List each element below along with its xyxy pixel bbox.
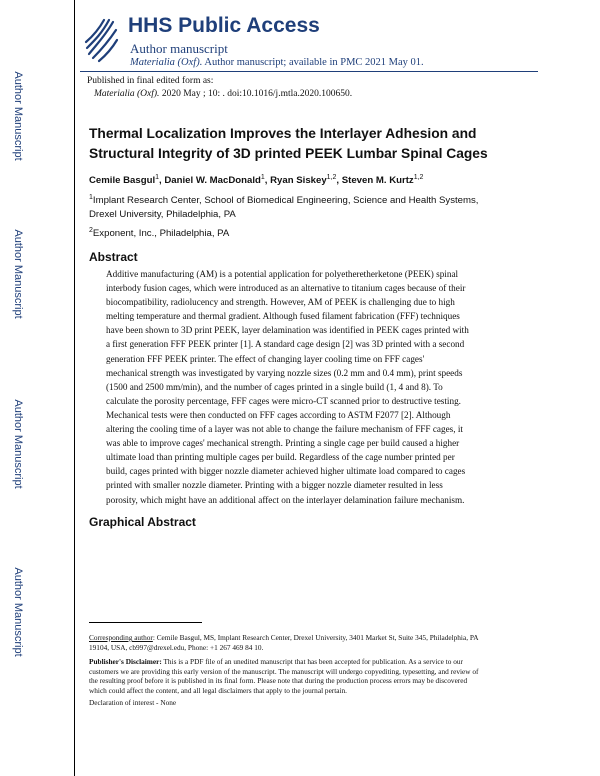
published-label: Published in final edited form as: bbox=[87, 76, 214, 86]
header-title: HHS Public Access bbox=[128, 14, 320, 37]
corresponding-author-note: Corresponding author: Cemile Basgul, MS, Implant Research Center, Drexel University, 3401 Market St, Suite 345, Philadelphia, PA 19104, USA, cb997@drexel.edu, Phone: +1 267 469 84 10. bbox=[89, 633, 479, 652]
abstract-heading: Abstract bbox=[89, 250, 138, 264]
citation-line: Materialia (Oxf). 2020 May ; 10: . doi:10.1016/j.mtla.2020.100650. bbox=[94, 89, 353, 99]
author-name: Ryan Siskey bbox=[270, 175, 327, 187]
sidebar-divider bbox=[74, 0, 75, 776]
header-journal-line: Materialia (Oxf). Author manuscript; available in PMC 2021 May 01. bbox=[130, 57, 424, 68]
author-name: Steven M. Kurtz bbox=[341, 175, 414, 187]
sidebar-label-2: Author Manuscript bbox=[12, 229, 24, 319]
affiliation-2: $^2$Exponent, Inc., Philadelphia, PA bbox=[89, 227, 230, 240]
author-list: Cemile Basgul$^1$, Daniel W. MacDonald$^1$, Ryan Siskey$^{1,2}$, Steven M. Kurtz$^{1,2}$ bbox=[89, 174, 424, 187]
sidebar-label-1: Author Manuscript bbox=[12, 71, 24, 161]
header-subtitle: Author manuscript bbox=[130, 41, 228, 56]
footnote-rule bbox=[89, 622, 202, 623]
publisher-disclaimer: Publisher's Disclaimer: This is a PDF file of an unedited manuscript that has been accepted for publication. As a service to our customers we are providing this early version of the manuscript. The manuscript will undergo copyediting, typesetting, and review of the resulting proof before it is published in its final form. Please note that during the production process errors may be discovered which could affect the content, and all legal disclaimers that apply to the journal pertain. bbox=[89, 657, 479, 695]
header-rule bbox=[80, 71, 538, 72]
author-name: Daniel W. MacDonald bbox=[164, 175, 261, 187]
declaration-of-interest: Declaration of interest - None bbox=[89, 698, 177, 707]
abstract-body: Additive manufacturing (AM) is a potential application for polyetheretherketone (PEEK) spinal interbody fusion cages, which were introduced as an alternative to titanium cages because of their biocompatibility, radiolucency and strength. However, AM of PEEK is challenging due to high melting temperature and thermal gradient. Although fused filament fabrication (FFF) techniques have been shown to 3D print PEEK, layer delamination was identified in PEEK cages printed with a first generation FFF PEEK printer [1]. A standard cage design [2] was 3D printed with a second generation FFF PEEK printer. The effect of changing layer cooling time on FFF cages' mechanical strength was investigated by varying nozzle sizes (0.2 mm and 0.4 mm), print speeds (1500 and 2500 mm/min), and the number of cages printed in a single build (1, 4 and 8). To calculate the porosity percentage, FFF cages were micro-CT scanned prior to destructive testing. Mechanical tests were then conducted on FFF cages according to ASTM F2077 [2]. Although altering the cooling time of a layer was not able to change the failure mechanism of FFF cages, it was able to improve cages' mechanical strength. Printing a single cage per build caused a higher ultimate load than printing multiple cages per build. Regardless of the cage number printed per build, cages printed with bigger nozzle diameter achieved higher ultimate load compared to cages printed with smaller nozzle diameter. Printing with a bigger nozzle diameter resulted in less porosity, which might have an additional affect on the interlayer delamination failure mechanism. bbox=[106, 269, 469, 505]
affiliation-1: $^1$Implant Research Center, School of Biomedical Engineering, Science and Health Systems, Drexel University, Philadelphia, PA bbox=[89, 194, 479, 221]
author-name: Cemile Basgul bbox=[89, 175, 156, 187]
sidebar-label-4: Author Manuscript bbox=[12, 567, 24, 657]
graphical-abstract-heading: Graphical Abstract bbox=[89, 515, 196, 529]
hhs-eagle-logo-icon bbox=[83, 14, 119, 64]
sidebar-label-3: Author Manuscript bbox=[12, 399, 24, 489]
article-title: Thermal Localization Improves the Interlayer Adhesion and Structural Integrity of 3D printed PEEK Lumbar Spinal Cages bbox=[89, 126, 488, 161]
